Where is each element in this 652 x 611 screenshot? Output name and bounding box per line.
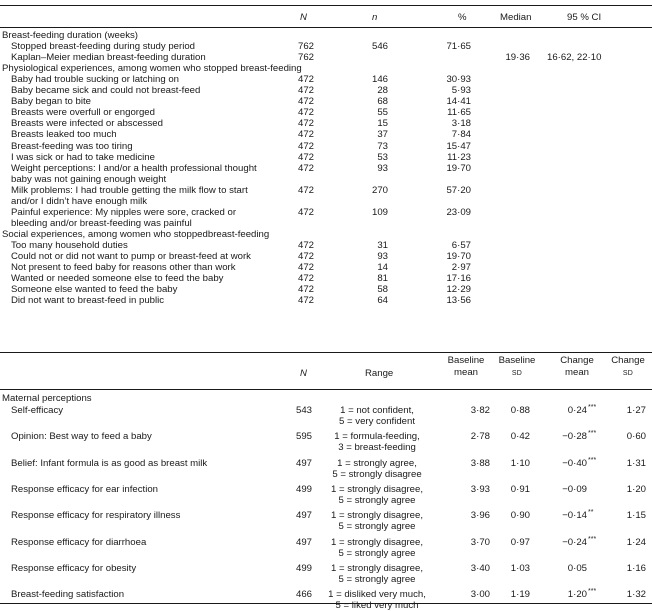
t1-cell-pct: 2·97 — [451, 262, 471, 274]
t2-cell-baseline-mean: 3·96 — [470, 510, 490, 522]
t1-cell-N: 472 — [298, 96, 315, 108]
t1-row-label: Painful experience: My nipples were sore, cracked or — [11, 206, 237, 218]
t1-header-median: Median — [500, 12, 532, 23]
t2-cell-significance: *** — [588, 535, 597, 543]
t2-cell-change-mean: −0·09 — [562, 483, 587, 495]
t2-row-label: Response efficacy for respiratory illness — [11, 510, 181, 522]
t2-cell-range-line1: 1 = strongly agree, — [337, 457, 417, 469]
t1-cell-n: 93 — [377, 162, 388, 174]
t2-cell-baseline-sd: 0·90 — [510, 510, 530, 522]
t2-cell-range-line1: 1 = strongly disagree, — [331, 562, 423, 574]
t1-cell-pct: 11·65 — [447, 107, 471, 119]
t2-cell-N: 497 — [296, 536, 313, 548]
t1-cell-n: 31 — [377, 239, 388, 251]
t1-row-label: Breasts were overfull or engorged — [11, 107, 155, 119]
t2-header-N: N — [300, 368, 307, 379]
t1-cell-n: 64 — [377, 295, 388, 307]
t2-cell-range-line2: 5 = strongly disagree — [332, 468, 422, 480]
t2-header-baseline-mean-2: mean — [454, 367, 478, 378]
t1-cell-pct: 6·57 — [451, 239, 471, 251]
t2-cell-significance: *** — [588, 404, 597, 411]
t2-cell-change-mean: −0·40 — [562, 457, 587, 469]
t1-cell-n: 146 — [371, 74, 388, 86]
t1-cell-pct: 57·20 — [446, 184, 471, 196]
t1-cell-n: 270 — [371, 184, 388, 196]
t1-cell-n: 73 — [377, 140, 388, 152]
t2-cell-range-line2: 5 = strongly agree — [338, 547, 416, 559]
t2-cell-range-line1: 1 = strongly disagree, — [331, 483, 423, 495]
t2-header-change-mean-1: Change — [560, 355, 594, 366]
t2-cell-N: 499 — [296, 562, 313, 574]
t2-cell-range-line2: 5 = strongly agree — [338, 573, 416, 585]
t2-cell-significance: *** — [588, 430, 597, 438]
t1-header-n: n — [372, 12, 378, 23]
t1-cell-N: 472 — [298, 162, 315, 174]
t2-row-label: Belief: Infant formula is as good as breast milk — [11, 457, 208, 469]
t2-cell-range-line2: 5 = strongly agree — [338, 521, 416, 533]
t1-cell-pct: 12·29 — [446, 284, 471, 296]
t2-row-label: Response efficacy for obesity — [11, 562, 137, 574]
t1-cell-n: 109 — [371, 206, 388, 218]
t1-row-label: Did not want to breast-feed in public — [11, 295, 165, 307]
t2-header-change-sd-1: Change — [611, 355, 645, 366]
t2-row-label: Self-efficacy — [11, 405, 64, 416]
t2-cell-baseline-mean: 3·93 — [470, 483, 490, 495]
t1-row-label: Breasts leaked too much — [11, 129, 117, 141]
t1-row-label: Baby had trouble sucking or latching on — [11, 74, 179, 86]
t2-cell-change-mean: −0·24 — [562, 536, 587, 548]
t1-row-label: Could not or did not want to pump or breast-feed at work — [11, 251, 251, 262]
t2-cell-change-mean: −0·14 — [562, 510, 587, 522]
t2-cell-baseline-mean: 3·88 — [470, 457, 490, 469]
t1-cell-n: 81 — [377, 273, 388, 285]
t2-cell-range-line2: 5 = very confident — [339, 416, 415, 427]
t2-cell-change-sd: 1·15 — [626, 510, 646, 522]
t1-cell-N: 472 — [298, 262, 315, 274]
t2-row-label: Response efficacy for diarrhoea — [11, 536, 147, 548]
t2-cell-change-sd: 1·16 — [626, 562, 646, 574]
t1-row-label: Baby became sick and could not breast-feed — [11, 85, 201, 97]
t2-cell-change-sd: 1·24 — [626, 536, 646, 548]
t2-cell-N: 499 — [296, 483, 313, 495]
t2-cell-range-line2: 5 = liked very much — [335, 600, 419, 611]
t1-row-label: Breasts were infected or abscessed — [11, 118, 163, 130]
t2-cell-baseline-sd: 1·19 — [510, 589, 530, 601]
t1-header-ci: 95 % CI — [567, 12, 602, 23]
t2-header-baseline-sd-2: SD — [511, 370, 523, 377]
t2-header-change-sd-2: SD — [622, 370, 634, 377]
t1-cell-N: 472 — [298, 239, 315, 251]
t1-cell-N: 472 — [298, 140, 315, 152]
t1-cell-N: 472 — [298, 184, 315, 196]
t1-section-title: Social experiences, among women who stoppedbreast-feeding — [2, 228, 270, 240]
t1-cell-n: 93 — [377, 251, 388, 262]
t1-cell-n: 68 — [377, 96, 388, 108]
t1-cell-N: 472 — [298, 129, 315, 141]
t2-cell-baseline-sd: 1·03 — [510, 562, 530, 574]
table2-top-rule — [0, 352, 652, 353]
t2-cell-significance: *** — [588, 588, 597, 596]
t1-header-N: N — [300, 12, 307, 23]
t1-cell-pct: 13·56 — [446, 295, 471, 307]
t1-cell-n: 546 — [371, 41, 388, 53]
t1-cell-N: 472 — [298, 273, 315, 285]
t1-cell-pct: 19·70 — [446, 251, 471, 262]
t1-cell-n: 53 — [377, 151, 388, 163]
t2-cell-range-line1: 1 = strongly disagree, — [331, 536, 423, 548]
t2-cell-N: 466 — [296, 589, 313, 601]
t2-row-label: Breast-feeding satisfaction — [11, 589, 125, 601]
t1-cell-N: 472 — [298, 118, 315, 130]
t2-header-baseline-sd-1: Baseline — [498, 355, 536, 366]
t1-cell-median: 19·36 — [505, 52, 530, 64]
t2-cell-range-line1: 1 = not confident, — [340, 405, 414, 416]
table2-header-rule — [0, 389, 652, 390]
table1-header-rule — [0, 27, 652, 28]
t1-section-title: Physiological experiences, among women who stopped breast-feeding — [2, 63, 302, 75]
t1-row-label: baby was not gaining enough weight — [11, 173, 167, 185]
t1-cell-pct: 14·41 — [446, 96, 471, 108]
t1-row-label: Milk problems: I had trouble getting the milk flow to start — [11, 184, 248, 196]
t1-section-title: Breast-feeding duration (weeks) — [2, 30, 138, 41]
t1-cell-n: 58 — [377, 284, 388, 296]
t1-cell-N: 472 — [298, 74, 315, 86]
t2-cell-baseline-mean: 3·00 — [470, 589, 490, 601]
t1-cell-pct: 71·65 — [446, 41, 471, 53]
t2-cell-baseline-mean: 3·70 — [470, 536, 490, 548]
t2-cell-N: 543 — [296, 405, 313, 416]
t1-cell-N: 472 — [298, 251, 315, 262]
t1-row-label: Wanted or needed someone else to feed the baby — [11, 273, 224, 285]
t2-cell-change-mean: −0·28 — [562, 431, 587, 443]
t2-cell-N: 497 — [296, 457, 313, 469]
t2-cell-change-mean: 0·24 — [567, 405, 587, 416]
t2-cell-baseline-sd: 1·10 — [510, 457, 530, 469]
t1-cell-N: 472 — [298, 284, 315, 296]
t1-cell-pct: 5·93 — [451, 85, 471, 97]
t1-cell-pct: 23·09 — [446, 206, 471, 218]
t1-cell-N: 762 — [298, 52, 315, 64]
t2-cell-range-line2: 3 = breast-feeding — [338, 442, 416, 454]
t2-section-title: Maternal perceptions — [2, 393, 92, 404]
t2-cell-range-line1: 1 = strongly disagree, — [331, 510, 423, 522]
t1-row-label: bleeding and/or breast-feeding was painful — [11, 217, 192, 229]
t1-cell-N: 472 — [298, 85, 315, 97]
t2-cell-baseline-sd: 0·42 — [510, 431, 530, 443]
t2-cell-baseline-sd: 0·88 — [510, 405, 530, 416]
t1-cell-N: 472 — [298, 295, 315, 307]
t2-cell-N: 497 — [296, 510, 313, 522]
t1-row-label: I was sick or had to take medicine — [11, 151, 155, 163]
t2-cell-range-line1: 1 = disliked very much, — [328, 589, 426, 601]
t1-row-label: Too many household duties — [11, 239, 128, 251]
t1-cell-pct: 3·18 — [451, 118, 471, 130]
t1-cell-N: 762 — [298, 41, 315, 53]
t1-cell-ci: 16·62, 22·10 — [547, 52, 602, 64]
t1-cell-N: 472 — [298, 206, 315, 218]
t2-cell-baseline-sd: 0·97 — [510, 536, 530, 548]
t1-row-label: Stopped breast-feeding during study period — [11, 41, 196, 53]
t1-cell-N: 472 — [298, 151, 315, 163]
t1-cell-n: 14 — [377, 262, 388, 274]
t2-cell-change-sd: 1·32 — [626, 589, 646, 601]
t2-row-label: Opinion: Best way to feed a baby — [11, 431, 152, 443]
t1-cell-pct: 19·70 — [446, 162, 471, 174]
t2-cell-change-mean: 1·20 — [567, 589, 587, 601]
t2-cell-significance: ** — [588, 509, 594, 517]
t1-row-label: Breast-feeding was too tiring — [11, 140, 133, 152]
t2-cell-range-line2: 5 = strongly agree — [338, 494, 416, 506]
t1-cell-n: 28 — [377, 85, 388, 97]
t2-cell-significance: *** — [588, 456, 597, 464]
t1-cell-pct: 30·93 — [446, 74, 471, 86]
t2-cell-N: 595 — [296, 431, 313, 443]
t2-cell-change-sd: 1·31 — [626, 457, 646, 469]
t2-cell-change-sd: 1·20 — [626, 483, 646, 495]
t1-row-label: Someone else wanted to feed the baby — [11, 284, 178, 296]
t2-cell-baseline-sd: 0·91 — [510, 483, 530, 495]
t2-header-change-mean-2: mean — [565, 367, 589, 378]
t2-cell-change-sd: 0·60 — [626, 431, 646, 443]
t2-cell-baseline-mean: 3·82 — [470, 405, 490, 416]
t1-row-label: Weight perceptions: I and/or a health professional thought — [11, 162, 257, 174]
t2-header-range: Range — [365, 368, 394, 379]
t2-cell-change-sd: 1·27 — [626, 405, 646, 416]
t1-cell-pct: 11·23 — [447, 151, 471, 163]
t1-row-label: Kaplan–Meier median breast-feeding duration — [11, 52, 206, 64]
t2-cell-baseline-mean: 2·78 — [470, 431, 490, 443]
t1-cell-N: 472 — [298, 107, 315, 119]
t2-cell-baseline-mean: 3·40 — [470, 562, 490, 574]
t1-cell-pct: 15·47 — [446, 140, 471, 152]
t1-row-label: Baby began to bite — [11, 96, 92, 108]
t1-cell-pct: 7·84 — [451, 129, 471, 141]
table1-top-rule — [0, 5, 652, 6]
t1-cell-pct: 17·16 — [446, 273, 471, 285]
t2-cell-change-mean: 0·05 — [567, 562, 587, 574]
t2-cell-range-line1: 1 = formula-feeding, — [334, 431, 420, 443]
t1-cell-n: 37 — [377, 129, 388, 141]
t1-row-label: Not present to feed baby for reasons other than work — [11, 262, 236, 274]
t2-row-label: Response efficacy for ear infection — [11, 483, 159, 495]
t1-cell-n: 55 — [377, 107, 388, 119]
t1-row-label: and/or I didn’t have enough milk — [11, 195, 147, 207]
t1-header-pct: % — [458, 12, 467, 23]
t2-header-baseline-mean-1: Baseline — [447, 355, 485, 366]
t1-cell-n: 15 — [377, 118, 388, 130]
